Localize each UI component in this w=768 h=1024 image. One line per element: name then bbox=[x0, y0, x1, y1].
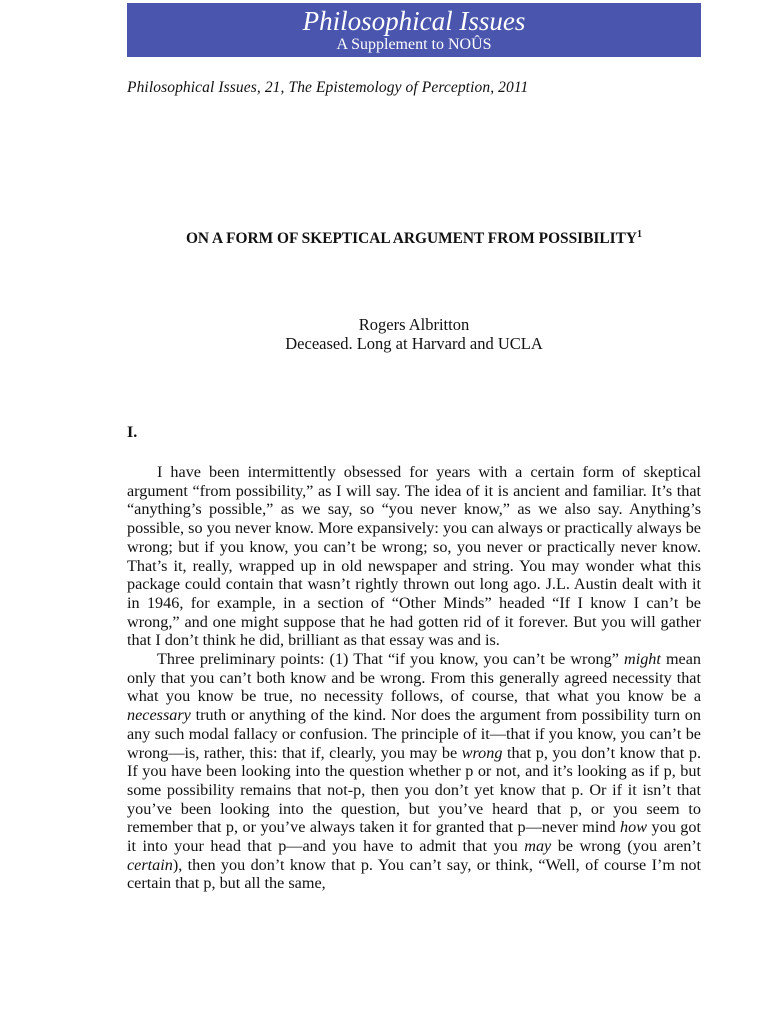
author-affiliation: Deceased. Long at Harvard and UCLA bbox=[285, 334, 543, 353]
journal-title: Philosophical Issues bbox=[302, 6, 526, 36]
footnote-marker: 1 bbox=[637, 229, 643, 240]
paragraph-text: truth or anything of the kind. Nor does the argument from possibility turn on any such modal fallacy or confusion. The principle of it—that if you know, you can’t be wrong—is, rather, this: that if, clearly, you may be bbox=[127, 706, 701, 762]
paragraph-text: be wrong (you aren’t bbox=[551, 837, 701, 856]
paragraph-text: ), then you don’t know that p. You can’t say, or think, “Well, of course I’m not certain that p, but all the same, bbox=[127, 855, 701, 893]
emphasis-text: may bbox=[524, 837, 552, 856]
paragraph-text: that p, you don’t know that p. If you have been looking into the question whether p or not, and it’s looking as if p, but some possibility remains that not-p, then you don’t yet know that p. Or if it isn’t that you’ve been looking into the question, but you’ve heard that p, or you seem to remember that p, or you’ve always taken it for granted that p—never mind bbox=[127, 743, 701, 837]
paragraph-text: Three preliminary points: (1) That “if you know, you can’t be wrong” bbox=[157, 650, 624, 669]
author-name: Rogers Albritton bbox=[358, 315, 470, 334]
emphasis-text: might bbox=[624, 650, 661, 669]
emphasis-text: how bbox=[620, 818, 648, 837]
paragraph-text: you got it into your head that p—and you have to admit that you bbox=[127, 818, 701, 856]
journal-banner bbox=[127, 3, 701, 57]
emphasis-text: wrong bbox=[461, 743, 503, 762]
article-title-text: ON A FORM OF SKEPTICAL ARGUMENT FROM POSSIBILITY bbox=[185, 230, 638, 247]
paragraph-text: mean only that you can’t both know and be wrong. From this generally agreed necessity that what you know be true, no necessity follows, of course, that what you know be a bbox=[127, 650, 702, 706]
emphasis-text: certain bbox=[127, 855, 173, 874]
body-text bbox=[127, 463, 701, 893]
article-title bbox=[127, 229, 701, 249]
body-paragraph bbox=[127, 463, 701, 650]
journal-subtitle: A Supplement to NOÛS bbox=[336, 36, 492, 53]
issue-citation: Philosophical Issues, 21, The Epistemology of Perception, 2011 bbox=[127, 79, 529, 96]
section-heading: I. bbox=[127, 424, 138, 441]
author-block bbox=[127, 315, 701, 353]
body-paragraph bbox=[127, 650, 701, 893]
paragraph-text: I have been intermittently obsessed for years with a certain form of skeptical argument “from possibility,” as I will say. The idea of it is ancient and familiar. It’s that “anything’s possible,” as we say, so “you never know,” as we also say. Anything’s possible, so you never know. More expansively: you can always or practically always be wrong; but if you know, you can’t be wrong; so, you never or practically never know. That’s it, really, wrapped up in old newspaper and string. You may wonder what this package could contain that wasn’t rightly thrown out long ago. J.L. Austin dealt with it in 1946, for example, in a section of “Other Minds” headed “If I know I can’t be wrong,” and one might suppose that he had gotten rid of it forever. But you will gather that I don’t think he did, brilliant as that essay was and is. bbox=[127, 463, 701, 650]
emphasis-text: necessary bbox=[127, 706, 191, 725]
